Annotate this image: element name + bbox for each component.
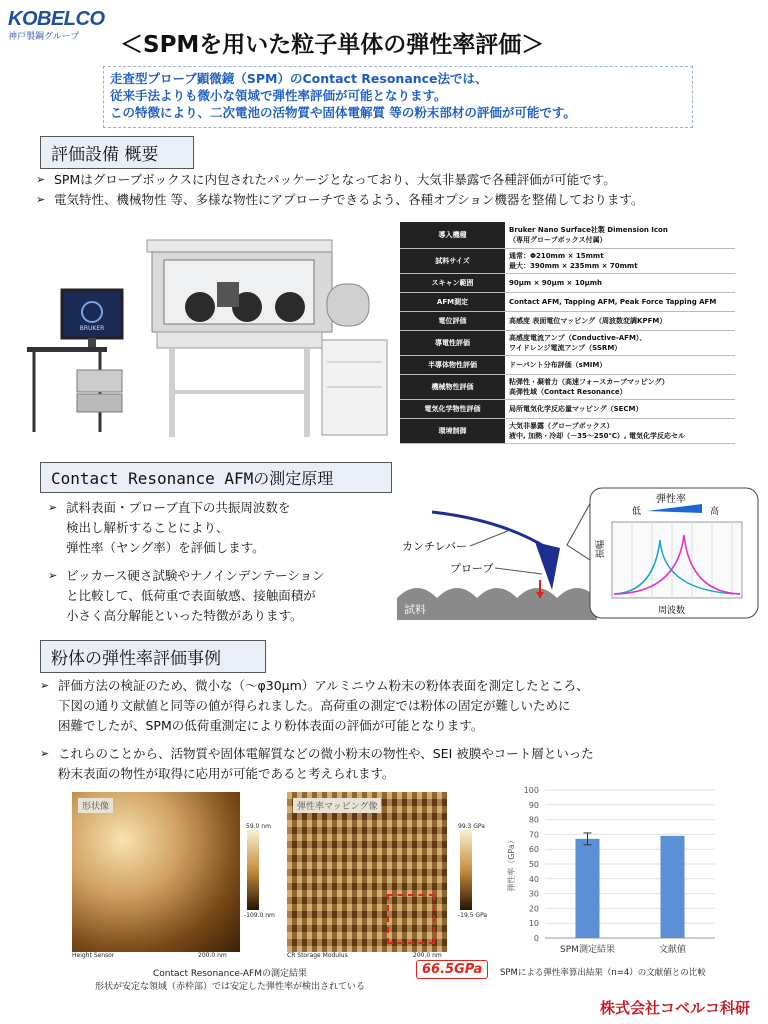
spec-key: AFM測定 bbox=[400, 292, 505, 311]
height-colorbar-min: -109.0 nm bbox=[244, 912, 275, 919]
spec-key: 環境制御 bbox=[400, 418, 505, 443]
x-tick-label: SPM測定結果 bbox=[560, 945, 615, 955]
height-image-label: 形状像 bbox=[78, 798, 113, 813]
y-tick-label: 20 bbox=[528, 904, 539, 914]
result-caption-line2: 形状が安定な領域（赤枠部）では安定した弾性率が検出されている bbox=[94, 982, 365, 992]
y-tick-label: 90 bbox=[528, 800, 539, 810]
result-caption bbox=[60, 966, 400, 992]
label-low: 低 bbox=[632, 507, 642, 517]
table-row bbox=[400, 374, 735, 399]
spm-equipment-image bbox=[22, 222, 397, 450]
spec-key: 電位評価 bbox=[400, 311, 505, 330]
bullet-item: ➢ SPMはグローブボックスに内包されたパッケージとなっており、大気非暴露で各種評価が可能です。 bbox=[36, 170, 756, 190]
modulus-colorbar bbox=[460, 830, 472, 910]
bullet-item: ➢ 評価方法の検証のため、微小な（～φ30μm）アルミニウム粉末の粉体表面を測定したところ、 下図の通り文献値と同等の値が得られました。高荷重の測定では粉体の固定が難しいために 困難でしたが、SPMの低荷重測定により粉体表面の評価が可能となります。 bbox=[40, 676, 760, 736]
modulus-value-callout: 66.5GPa bbox=[416, 960, 488, 979]
spec-value: 90μm × 90μm × 10μmh bbox=[505, 273, 735, 292]
y-axis-label: 弾性率（GPa） bbox=[507, 836, 516, 892]
table-row bbox=[400, 273, 735, 292]
section-heading-principle: Contact Resonance AFMの測定原理 bbox=[40, 462, 392, 493]
principle-diagram bbox=[392, 480, 764, 620]
bullet-item: ➢ 試料表面・プローブ直下の共振周波数を 検出し解析することにより、 弾性率（ヤング率）を評価します。 bbox=[48, 498, 388, 558]
case-bullets bbox=[40, 676, 760, 784]
table-row bbox=[400, 355, 735, 374]
modulus-map-label: 弾性率マッピング像 bbox=[293, 798, 381, 813]
intro-line: 走査型プローブ顕微鏡（SPM）のContact Resonance法では、 bbox=[110, 71, 488, 86]
spec-table bbox=[400, 222, 735, 444]
section-heading-case: 粉体の弾性率評価事例 bbox=[40, 640, 266, 673]
height-image bbox=[72, 792, 240, 952]
logo-text: KOBELCO bbox=[8, 8, 105, 30]
bullet-item: ➢ 電気特性、機械物性 等、多様な物性にアプローチできるよう、各種オプション機器を整備しております。 bbox=[36, 190, 756, 210]
kobelco-logo bbox=[8, 8, 118, 42]
y-tick-label: 10 bbox=[528, 919, 539, 929]
y-tick-label: 100 bbox=[523, 786, 539, 795]
logo-group-text: 神戸製鋼グループ bbox=[8, 32, 80, 42]
height-colorbar bbox=[247, 830, 259, 910]
modulus-colorbar-min: -19.5 GPa bbox=[458, 912, 488, 919]
intro-line: この特徴により、二次電池の活物質や固体電解質 等の粉末部材の評価が可能です。 bbox=[110, 105, 576, 120]
spec-value: 通常：Φ210mm × 15mmt 最大：390mm × 235mm × 70mmt bbox=[505, 248, 735, 273]
table-row bbox=[400, 418, 735, 443]
y-tick-label: 40 bbox=[528, 874, 539, 884]
height-sensor-label: Height Sensor bbox=[72, 952, 115, 959]
spec-key: 電気化学物性評価 bbox=[400, 399, 505, 418]
table-row bbox=[400, 399, 735, 418]
spec-value: 粘弾性・凝着力（高速フォースカーブマッピング） 高弾性域（Contact Resonance） bbox=[505, 374, 735, 399]
modulus-map-image bbox=[287, 792, 447, 952]
y-tick-label: 70 bbox=[528, 830, 539, 840]
spec-value: 大気非暴露（グローブボックス） 液中, 加熱・冷却（－35～250℃）, 電気化学反応セル bbox=[505, 418, 735, 443]
modulus-bar-chart bbox=[500, 780, 725, 960]
y-tick-label: 60 bbox=[528, 845, 539, 855]
spec-value: 局所電気化学反応量マッピング（SECM） bbox=[505, 399, 735, 418]
modulus-colorbar-max: 99.3 GPa bbox=[458, 823, 485, 830]
monitor-brand: BRUKER bbox=[79, 325, 105, 332]
bar bbox=[661, 836, 685, 938]
modulus-sensor-label: CR Storage Modulus bbox=[287, 952, 348, 959]
spec-value: Bruker Nano Surface社製 Dimension Icon （専用グローブボックス付属） bbox=[505, 222, 735, 248]
spec-key: 導電性評価 bbox=[400, 330, 505, 355]
spec-key: 半導体物性評価 bbox=[400, 355, 505, 374]
page-title: ＜SPMを用いた粒子単体の弾性率評価＞ bbox=[120, 32, 545, 58]
y-tick-label: 50 bbox=[528, 860, 539, 869]
bullet-item: ➢ ビッカース硬さ試験やナノインデンテーション と比較して、低荷重で表面敏感、接触面積が 小さく高分解能といった特徴があります。 bbox=[48, 566, 388, 626]
spec-value: ドーパント分布評価（sMIM） bbox=[505, 355, 735, 374]
footer-company: 株式会社コベルコ科研 bbox=[599, 999, 750, 1017]
label-probe: プローブ bbox=[450, 562, 494, 575]
spec-key: 機械物性評価 bbox=[400, 374, 505, 399]
chart-caption: SPMによる弾性率算出結果（n=4）の文献値との比較 bbox=[500, 968, 706, 978]
table-row bbox=[400, 222, 735, 248]
spec-value: 高感度電流アンプ（Conductive-AFM）、 ワイドレンジ電流アンプ（SSRM） bbox=[505, 330, 735, 355]
bar bbox=[576, 839, 600, 938]
height-scalebar-label: 200.0 nm bbox=[198, 952, 227, 959]
modulus-scalebar-label: 200.0 nm bbox=[413, 952, 442, 959]
table-row bbox=[400, 292, 735, 311]
table-row bbox=[400, 248, 735, 273]
spec-key: 導入機種 bbox=[400, 222, 505, 248]
spec-key: スキャン範囲 bbox=[400, 273, 505, 292]
x-tick-label: 文献値 bbox=[658, 945, 687, 955]
spec-value: 高感度 表面電位マッピング（周波数変調KPFM） bbox=[505, 311, 735, 330]
result-caption-line1: Contact Resonance-AFMの測定結果 bbox=[152, 969, 307, 979]
y-tick-label: 30 bbox=[528, 889, 539, 899]
intro-line: 従来手法よりも微小な領域で弾性率評価が可能となります。 bbox=[110, 88, 447, 103]
y-tick-label: 0 bbox=[533, 934, 539, 943]
label-modulus: 弾性率 bbox=[656, 494, 686, 505]
label-cantilever: カンチレバー bbox=[402, 540, 468, 553]
principle-bullets bbox=[48, 498, 388, 626]
stable-region-frame bbox=[387, 894, 435, 944]
table-row bbox=[400, 311, 735, 330]
height-colorbar-max: 59.0 nm bbox=[246, 823, 271, 830]
y-tick-label: 80 bbox=[528, 815, 539, 825]
table-row bbox=[400, 330, 735, 355]
label-high: 高 bbox=[710, 507, 720, 517]
spec-key: 試料サイズ bbox=[400, 248, 505, 273]
label-amplitude: 振幅 bbox=[596, 539, 606, 558]
spec-value: Contact AFM, Tapping AFM, Peak Force Tapping AFM bbox=[505, 292, 735, 311]
label-frequency: 周波数 bbox=[658, 606, 686, 616]
equipment-bullets bbox=[36, 170, 756, 210]
label-sample: 試料 bbox=[404, 603, 426, 616]
bullet-item: ➢ これらのことから、活物質や固体電解質などの微小粉末の物性や、SEI 被膜やコート層といった 粉末表面の物性が取得に応用が可能であると考えられます。 bbox=[40, 744, 760, 784]
section-heading-equipment: 評価設備 概要 bbox=[40, 136, 194, 169]
intro-box bbox=[103, 66, 693, 128]
